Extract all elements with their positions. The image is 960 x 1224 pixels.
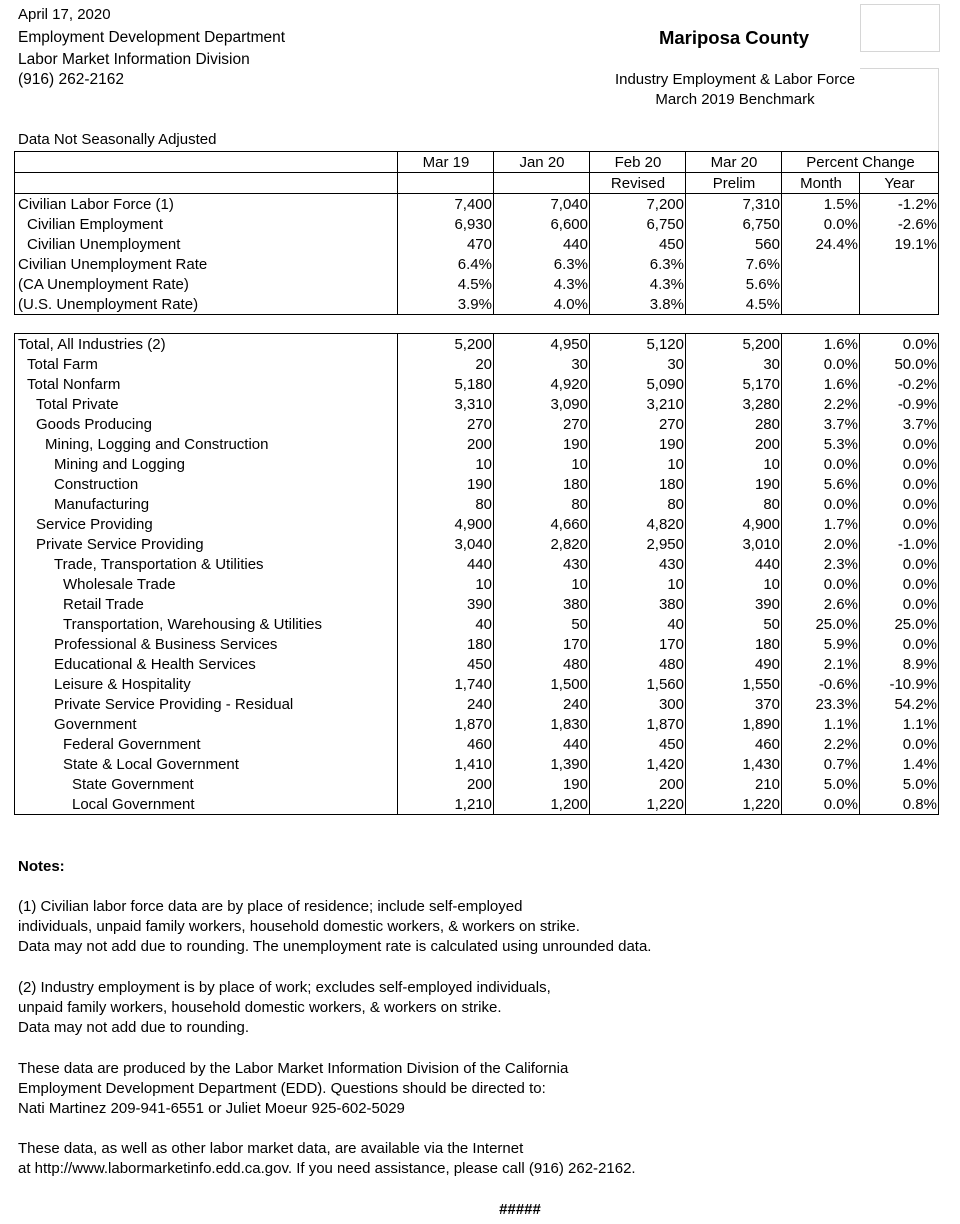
header-blank-cell xyxy=(15,152,398,173)
value-jan20: 4.0% xyxy=(494,294,590,315)
col-sub-revised: Revised xyxy=(590,173,686,194)
end-mark: ##### xyxy=(499,1201,541,1218)
row-label: Manufacturing xyxy=(15,494,398,514)
industry-row xyxy=(15,714,939,734)
percent-change-year: 0.0% xyxy=(860,474,939,494)
value-mar19: 460 xyxy=(398,734,494,754)
header-blank-cell xyxy=(494,173,590,194)
value-feb20: 300 xyxy=(590,694,686,714)
industry-row xyxy=(15,534,939,554)
percent-change-month: 2.6% xyxy=(782,594,860,614)
note-4-line-1: These data, as well as other labor market data, are available via the Internet xyxy=(18,1140,524,1157)
note-3-line-1: These data are produced by the Labor Market Information Division of the California xyxy=(18,1060,569,1077)
value-feb20: 30 xyxy=(590,354,686,374)
percent-change-month: 1.6% xyxy=(782,334,860,355)
industry-employment-table xyxy=(14,333,939,815)
value-feb20: 6.3% xyxy=(590,254,686,274)
value-jan20: 1,200 xyxy=(494,794,590,815)
value-feb20: 190 xyxy=(590,434,686,454)
percent-change-month: 3.7% xyxy=(782,414,860,434)
row-label: Mining, Logging and Construction xyxy=(15,434,398,454)
value-mar20: 3,010 xyxy=(686,534,782,554)
division-name: Labor Market Information Division xyxy=(18,51,250,68)
labor-row xyxy=(15,234,939,254)
percent-change-year: 0.0% xyxy=(860,594,939,614)
value-mar19: 200 xyxy=(398,434,494,454)
row-label: Civilian Labor Force (1) xyxy=(15,194,398,215)
note-4-line-2: at http://www.labormarketinfo.edd.ca.gov. If you need assistance, please call (916) 262-2162. xyxy=(18,1160,636,1177)
value-jan20: 6,600 xyxy=(494,214,590,234)
percent-change-year: -10.9% xyxy=(860,674,939,694)
percent-change-month xyxy=(782,274,860,294)
col-sub-month: Month xyxy=(782,173,860,194)
value-jan20: 240 xyxy=(494,694,590,714)
value-mar20: 3,280 xyxy=(686,394,782,414)
percent-change-year: 0.8% xyxy=(860,794,939,815)
value-feb20: 1,560 xyxy=(590,674,686,694)
header-blank-cell xyxy=(15,173,398,194)
col-sub-prelim: Prelim xyxy=(686,173,782,194)
value-feb20: 180 xyxy=(590,474,686,494)
percent-change-year: 0.0% xyxy=(860,494,939,514)
value-mar19: 5,200 xyxy=(398,334,494,355)
percent-change-month: 2.3% xyxy=(782,554,860,574)
value-mar19: 190 xyxy=(398,474,494,494)
percent-change-year: 0.0% xyxy=(860,634,939,654)
percent-change-year: 54.2% xyxy=(860,694,939,714)
industry-row xyxy=(15,434,939,454)
value-feb20: 4,820 xyxy=(590,514,686,534)
value-jan20: 80 xyxy=(494,494,590,514)
value-jan20: 3,090 xyxy=(494,394,590,414)
percent-change-year xyxy=(860,294,939,315)
value-mar19: 20 xyxy=(398,354,494,374)
value-feb20: 430 xyxy=(590,554,686,574)
industry-row xyxy=(15,354,939,374)
percent-change-month: 0.0% xyxy=(782,214,860,234)
industry-row xyxy=(15,574,939,594)
value-mar20: 5,200 xyxy=(686,334,782,355)
value-jan20: 2,820 xyxy=(494,534,590,554)
row-label: Private Service Providing - Residual xyxy=(15,694,398,714)
value-mar19: 440 xyxy=(398,554,494,574)
percent-change-month: 0.0% xyxy=(782,354,860,374)
value-feb20: 1,870 xyxy=(590,714,686,734)
value-mar19: 1,410 xyxy=(398,754,494,774)
percent-change-month xyxy=(782,254,860,274)
value-jan20: 4,660 xyxy=(494,514,590,534)
percent-change-month xyxy=(782,294,860,315)
percent-change-year xyxy=(860,254,939,274)
row-label: Educational & Health Services xyxy=(15,654,398,674)
col-header-mar19: Mar 19 xyxy=(398,152,494,173)
value-jan20: 50 xyxy=(494,614,590,634)
note-2-line-3: Data may not add due to rounding. xyxy=(18,1019,249,1036)
note-2-line-2: unpaid family workers, household domestic workers, & workers on strike. xyxy=(18,999,502,1016)
value-jan20: 1,390 xyxy=(494,754,590,774)
note-1-line-1: (1) Civilian labor force data are by place of residence; include self-employed xyxy=(18,898,523,915)
value-feb20: 270 xyxy=(590,414,686,434)
value-mar20: 4,900 xyxy=(686,514,782,534)
percent-change-year: 3.7% xyxy=(860,414,939,434)
value-mar19: 180 xyxy=(398,634,494,654)
labor-row xyxy=(15,214,939,234)
value-mar19: 40 xyxy=(398,614,494,634)
value-mar19: 3.9% xyxy=(398,294,494,315)
seasonal-adjustment-note: Data Not Seasonally Adjusted xyxy=(18,131,217,148)
row-label: Transportation, Warehousing & Utilities xyxy=(15,614,398,634)
industry-row xyxy=(15,474,939,494)
value-mar20: 10 xyxy=(686,574,782,594)
percent-change-month: 2.1% xyxy=(782,654,860,674)
percent-change-year: 8.9% xyxy=(860,654,939,674)
value-feb20: 1,220 xyxy=(590,794,686,815)
value-mar20: 10 xyxy=(686,454,782,474)
percent-change-month: 0.7% xyxy=(782,754,860,774)
row-label: State & Local Government xyxy=(15,754,398,774)
percent-change-month: 5.6% xyxy=(782,474,860,494)
value-mar19: 1,740 xyxy=(398,674,494,694)
value-mar20: 30 xyxy=(686,354,782,374)
value-mar20: 80 xyxy=(686,494,782,514)
value-mar20: 180 xyxy=(686,634,782,654)
row-label: Leisure & Hospitality xyxy=(15,674,398,694)
value-feb20: 6,750 xyxy=(590,214,686,234)
row-label: Total Nonfarm xyxy=(15,374,398,394)
industry-row xyxy=(15,394,939,414)
value-mar20: 190 xyxy=(686,474,782,494)
benchmark-label: March 2019 Benchmark xyxy=(655,91,815,108)
percent-change-year: 0.0% xyxy=(860,554,939,574)
percent-change-year: 5.0% xyxy=(860,774,939,794)
value-feb20: 7,200 xyxy=(590,194,686,215)
value-feb20: 480 xyxy=(590,654,686,674)
percent-change-month: 1.1% xyxy=(782,714,860,734)
value-jan20: 180 xyxy=(494,474,590,494)
value-mar20: 460 xyxy=(686,734,782,754)
header-row-subs xyxy=(15,173,939,194)
value-jan20: 10 xyxy=(494,574,590,594)
percent-change-year: -1.0% xyxy=(860,534,939,554)
value-mar19: 200 xyxy=(398,774,494,794)
row-label: Professional & Business Services xyxy=(15,634,398,654)
col-header-percent-change: Percent Change xyxy=(782,152,939,173)
value-mar19: 5,180 xyxy=(398,374,494,394)
value-mar20: 1,550 xyxy=(686,674,782,694)
note-1-line-3: Data may not add due to rounding. The unemployment rate is calculated using unrounded data. xyxy=(18,938,652,955)
value-feb20: 4.3% xyxy=(590,274,686,294)
value-mar19: 3,040 xyxy=(398,534,494,554)
value-mar20: 490 xyxy=(686,654,782,674)
value-feb20: 2,950 xyxy=(590,534,686,554)
value-mar20: 7.6% xyxy=(686,254,782,274)
percent-change-month: -0.6% xyxy=(782,674,860,694)
value-jan20: 380 xyxy=(494,594,590,614)
row-label: Civilian Unemployment xyxy=(15,234,398,254)
col-header-jan20: Jan 20 xyxy=(494,152,590,173)
percent-change-year: 0.0% xyxy=(860,734,939,754)
value-jan20: 7,040 xyxy=(494,194,590,215)
value-jan20: 480 xyxy=(494,654,590,674)
industry-row xyxy=(15,594,939,614)
percent-change-year: 0.0% xyxy=(860,334,939,355)
percent-change-year: 25.0% xyxy=(860,614,939,634)
percent-change-month: 1.5% xyxy=(782,194,860,215)
industry-row xyxy=(15,794,939,815)
value-feb20: 450 xyxy=(590,734,686,754)
value-jan20: 190 xyxy=(494,774,590,794)
value-feb20: 3,210 xyxy=(590,394,686,414)
percent-change-year xyxy=(860,274,939,294)
header-row-months xyxy=(15,152,939,173)
percent-change-year: -0.2% xyxy=(860,374,939,394)
percent-change-month: 1.7% xyxy=(782,514,860,534)
percent-change-year: 19.1% xyxy=(860,234,939,254)
value-feb20: 170 xyxy=(590,634,686,654)
industry-row xyxy=(15,694,939,714)
value-mar19: 6.4% xyxy=(398,254,494,274)
industry-row xyxy=(15,634,939,654)
row-label: Total, All Industries (2) xyxy=(15,334,398,355)
row-label: Total Farm xyxy=(15,354,398,374)
value-feb20: 10 xyxy=(590,454,686,474)
value-mar20: 1,890 xyxy=(686,714,782,734)
header-phone: (916) 262-2162 xyxy=(18,71,124,88)
report-title: Industry Employment & Labor Force xyxy=(614,71,856,88)
percent-change-month: 5.3% xyxy=(782,434,860,454)
value-mar20: 4.5% xyxy=(686,294,782,315)
value-feb20: 1,420 xyxy=(590,754,686,774)
value-mar20: 560 xyxy=(686,234,782,254)
row-label: (CA Unemployment Rate) xyxy=(15,274,398,294)
row-label: Trade, Transportation & Utilities xyxy=(15,554,398,574)
percent-change-month: 1.6% xyxy=(782,374,860,394)
note-2-line-1: (2) Industry employment is by place of work; excludes self-employed individuals, xyxy=(18,979,551,996)
col-sub-year: Year xyxy=(860,173,939,194)
row-label: Local Government xyxy=(15,794,398,815)
percent-change-month: 0.0% xyxy=(782,454,860,474)
percent-change-year: 0.0% xyxy=(860,454,939,474)
value-jan20: 10 xyxy=(494,454,590,474)
value-jan20: 30 xyxy=(494,354,590,374)
value-jan20: 4.3% xyxy=(494,274,590,294)
value-mar19: 4,900 xyxy=(398,514,494,534)
percent-change-month: 5.0% xyxy=(782,774,860,794)
value-mar19: 470 xyxy=(398,234,494,254)
row-label: (U.S. Unemployment Rate) xyxy=(15,294,398,315)
industry-row xyxy=(15,774,939,794)
row-label: Private Service Providing xyxy=(15,534,398,554)
industry-row xyxy=(15,374,939,394)
value-jan20: 190 xyxy=(494,434,590,454)
value-jan20: 4,950 xyxy=(494,334,590,355)
percent-change-month: 25.0% xyxy=(782,614,860,634)
industry-row xyxy=(15,734,939,754)
industry-row xyxy=(15,334,939,355)
percent-change-month: 2.0% xyxy=(782,534,860,554)
row-label: Federal Government xyxy=(15,734,398,754)
percent-change-month: 2.2% xyxy=(782,734,860,754)
value-mar20: 440 xyxy=(686,554,782,574)
value-mar19: 7,400 xyxy=(398,194,494,215)
percent-change-year: -0.9% xyxy=(860,394,939,414)
industry-row xyxy=(15,754,939,774)
value-mar19: 10 xyxy=(398,574,494,594)
note-3-line-3: Nati Martinez 209-941-6551 or Juliet Moeur 925-602-5029 xyxy=(18,1100,405,1117)
value-mar19: 450 xyxy=(398,654,494,674)
industry-row xyxy=(15,674,939,694)
industry-row xyxy=(15,494,939,514)
value-mar20: 6,750 xyxy=(686,214,782,234)
value-mar20: 1,220 xyxy=(686,794,782,815)
percent-change-year: 0.0% xyxy=(860,574,939,594)
value-feb20: 80 xyxy=(590,494,686,514)
industry-row xyxy=(15,654,939,674)
value-mar19: 240 xyxy=(398,694,494,714)
value-jan20: 1,500 xyxy=(494,674,590,694)
value-mar19: 390 xyxy=(398,594,494,614)
value-feb20: 380 xyxy=(590,594,686,614)
col-header-feb20: Feb 20 xyxy=(590,152,686,173)
row-label: Civilian Employment xyxy=(15,214,398,234)
county-title: Mariposa County xyxy=(658,27,810,48)
value-mar19: 270 xyxy=(398,414,494,434)
value-mar20: 370 xyxy=(686,694,782,714)
row-label: Goods Producing xyxy=(15,414,398,434)
value-mar19: 80 xyxy=(398,494,494,514)
value-mar19: 1,870 xyxy=(398,714,494,734)
value-feb20: 200 xyxy=(590,774,686,794)
row-label: Total Private xyxy=(15,394,398,414)
row-label: Government xyxy=(15,714,398,734)
percent-change-year: 0.0% xyxy=(860,434,939,454)
value-mar19: 4.5% xyxy=(398,274,494,294)
industry-row xyxy=(15,554,939,574)
value-feb20: 40 xyxy=(590,614,686,634)
value-feb20: 450 xyxy=(590,234,686,254)
value-mar20: 390 xyxy=(686,594,782,614)
percent-change-month: 0.0% xyxy=(782,494,860,514)
value-mar19: 6,930 xyxy=(398,214,494,234)
industry-row xyxy=(15,414,939,434)
industry-row xyxy=(15,614,939,634)
note-1-line-2: individuals, unpaid family workers, household domestic workers, & workers on strike. xyxy=(18,918,580,935)
labor-force-table xyxy=(14,151,939,315)
percent-change-year: 1.1% xyxy=(860,714,939,734)
labor-row xyxy=(15,194,939,215)
value-feb20: 3.8% xyxy=(590,294,686,315)
value-jan20: 270 xyxy=(494,414,590,434)
value-jan20: 6.3% xyxy=(494,254,590,274)
department-name: Employment Development Department xyxy=(18,29,286,46)
percent-change-month: 5.9% xyxy=(782,634,860,654)
value-mar20: 200 xyxy=(686,434,782,454)
value-feb20: 5,090 xyxy=(590,374,686,394)
row-label: Wholesale Trade xyxy=(15,574,398,594)
labor-row xyxy=(15,254,939,274)
percent-change-month: 23.3% xyxy=(782,694,860,714)
percent-change-year: 50.0% xyxy=(860,354,939,374)
value-mar19: 3,310 xyxy=(398,394,494,414)
value-jan20: 1,830 xyxy=(494,714,590,734)
value-mar20: 50 xyxy=(686,614,782,634)
value-jan20: 170 xyxy=(494,634,590,654)
row-label: State Government xyxy=(15,774,398,794)
industry-row xyxy=(15,454,939,474)
header-blank-cell xyxy=(398,173,494,194)
value-jan20: 440 xyxy=(494,234,590,254)
value-mar20: 1,430 xyxy=(686,754,782,774)
labor-row xyxy=(15,294,939,315)
percent-change-year: 0.0% xyxy=(860,514,939,534)
row-label: Service Providing xyxy=(15,514,398,534)
percent-change-month: 2.2% xyxy=(782,394,860,414)
value-jan20: 4,920 xyxy=(494,374,590,394)
row-label: Retail Trade xyxy=(15,594,398,614)
value-jan20: 430 xyxy=(494,554,590,574)
value-mar20: 5.6% xyxy=(686,274,782,294)
percent-change-month: 24.4% xyxy=(782,234,860,254)
percent-change-year: -1.2% xyxy=(860,194,939,215)
percent-change-year: 1.4% xyxy=(860,754,939,774)
row-label: Civilian Unemployment Rate xyxy=(15,254,398,274)
value-mar20: 7,310 xyxy=(686,194,782,215)
row-label: Construction xyxy=(15,474,398,494)
value-mar20: 5,170 xyxy=(686,374,782,394)
industry-row xyxy=(15,514,939,534)
notes-heading: Notes: xyxy=(18,858,65,875)
value-mar20: 210 xyxy=(686,774,782,794)
report-date: April 17, 2020 xyxy=(18,6,111,23)
value-mar19: 10 xyxy=(398,454,494,474)
percent-change-year: -2.6% xyxy=(860,214,939,234)
row-label: Mining and Logging xyxy=(15,454,398,474)
value-mar19: 1,210 xyxy=(398,794,494,815)
note-3-line-2: Employment Development Department (EDD). Questions should be directed to: xyxy=(18,1080,546,1097)
percent-change-month: 0.0% xyxy=(782,794,860,815)
value-mar20: 280 xyxy=(686,414,782,434)
value-jan20: 440 xyxy=(494,734,590,754)
labor-row xyxy=(15,274,939,294)
percent-change-month: 0.0% xyxy=(782,574,860,594)
col-header-mar20: Mar 20 xyxy=(686,152,782,173)
value-feb20: 10 xyxy=(590,574,686,594)
value-feb20: 5,120 xyxy=(590,334,686,355)
